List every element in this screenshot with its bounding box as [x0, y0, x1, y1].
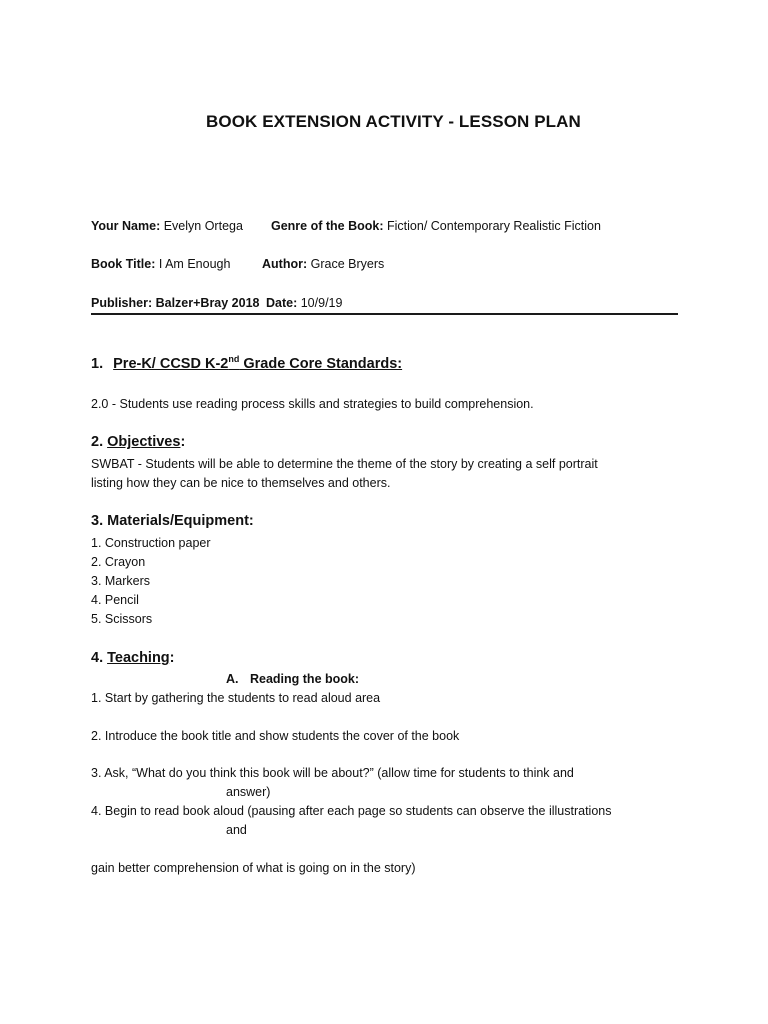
date-label: Date:	[265, 296, 298, 310]
horizontal-rule	[91, 313, 678, 315]
book-title-label: Book Title:	[91, 257, 156, 271]
section2-title: Objectives	[107, 434, 181, 450]
subsection-a-heading	[226, 671, 359, 687]
subsection-a-title: Reading the book:	[249, 672, 360, 686]
section1-number: 1.	[91, 356, 104, 372]
section1-title-sup: nd	[228, 354, 240, 365]
material-item: 2. Crayon	[91, 555, 146, 569]
author-label: Author:	[262, 257, 308, 271]
section2-heading	[91, 434, 185, 450]
material-item: 3. Markers	[91, 574, 151, 588]
section1-heading	[91, 356, 402, 372]
material-item: 5. Scissors	[91, 612, 153, 626]
material-item: 4. Pencil	[91, 593, 139, 607]
genre-label: Genre of the Book:	[271, 219, 384, 233]
author-line	[262, 256, 384, 272]
section1-title	[113, 356, 402, 372]
section4-heading	[91, 650, 175, 666]
section1-text: 2.0 - Students use reading process skills and strategies to build comprehension.	[91, 397, 534, 411]
teaching-step: 1. Start by gathering the students to read aloud area	[91, 691, 381, 705]
teaching-step-continuation: and	[226, 823, 247, 837]
your-name-line	[91, 218, 243, 234]
section2-number: 2.	[91, 434, 104, 450]
subsection-a-letter: A.	[226, 672, 239, 686]
section4-title: Teaching	[107, 650, 170, 666]
teaching-step-continuation: gain better comprehension of what is going on in the story)	[91, 861, 416, 875]
book-title-line	[91, 256, 230, 272]
book-title-value: I Am Enough	[158, 257, 231, 271]
genre-value: Fiction/ Contemporary Realistic Fiction	[387, 219, 601, 233]
teaching-step-continuation: answer)	[226, 785, 271, 799]
teaching-step: 2. Introduce the book title and show students the cover of the book	[91, 729, 460, 743]
section1-title-post: Grade Core Standards:	[239, 356, 403, 372]
date-value: 10/9/19	[300, 296, 343, 310]
your-name-value: Evelyn Ortega	[163, 219, 243, 233]
material-item: 1. Construction paper	[91, 536, 211, 550]
section4-colon: :	[169, 650, 175, 666]
genre-line	[271, 218, 601, 234]
section2-line2: listing how they can be nice to themselves and others.	[91, 476, 391, 490]
your-name-label: Your Name:	[91, 219, 161, 233]
author-value: Grace Bryers	[310, 257, 385, 271]
teaching-step: 4. Begin to read book aloud (pausing after each page so students can observe the illustrations	[91, 804, 612, 818]
section2-line1: SWBAT - Students will be able to determine the theme of the story by creating a self portrait	[91, 457, 598, 471]
section1-title-pre: Pre-K/ CCSD K-2	[113, 356, 229, 372]
publisher-line	[91, 295, 342, 311]
section2-colon: :	[180, 434, 186, 450]
page-title: BOOK EXTENSION ACTIVITY - LESSON PLAN	[206, 112, 581, 131]
section3-heading: 3. Materials/Equipment:	[91, 513, 254, 529]
publisher-label: Publisher: Balzer+Bray 2018	[91, 296, 260, 310]
section4-number: 4.	[91, 650, 104, 666]
teaching-step: 3. Ask, “What do you think this book will be about?” (allow time for students to think and	[91, 766, 574, 780]
